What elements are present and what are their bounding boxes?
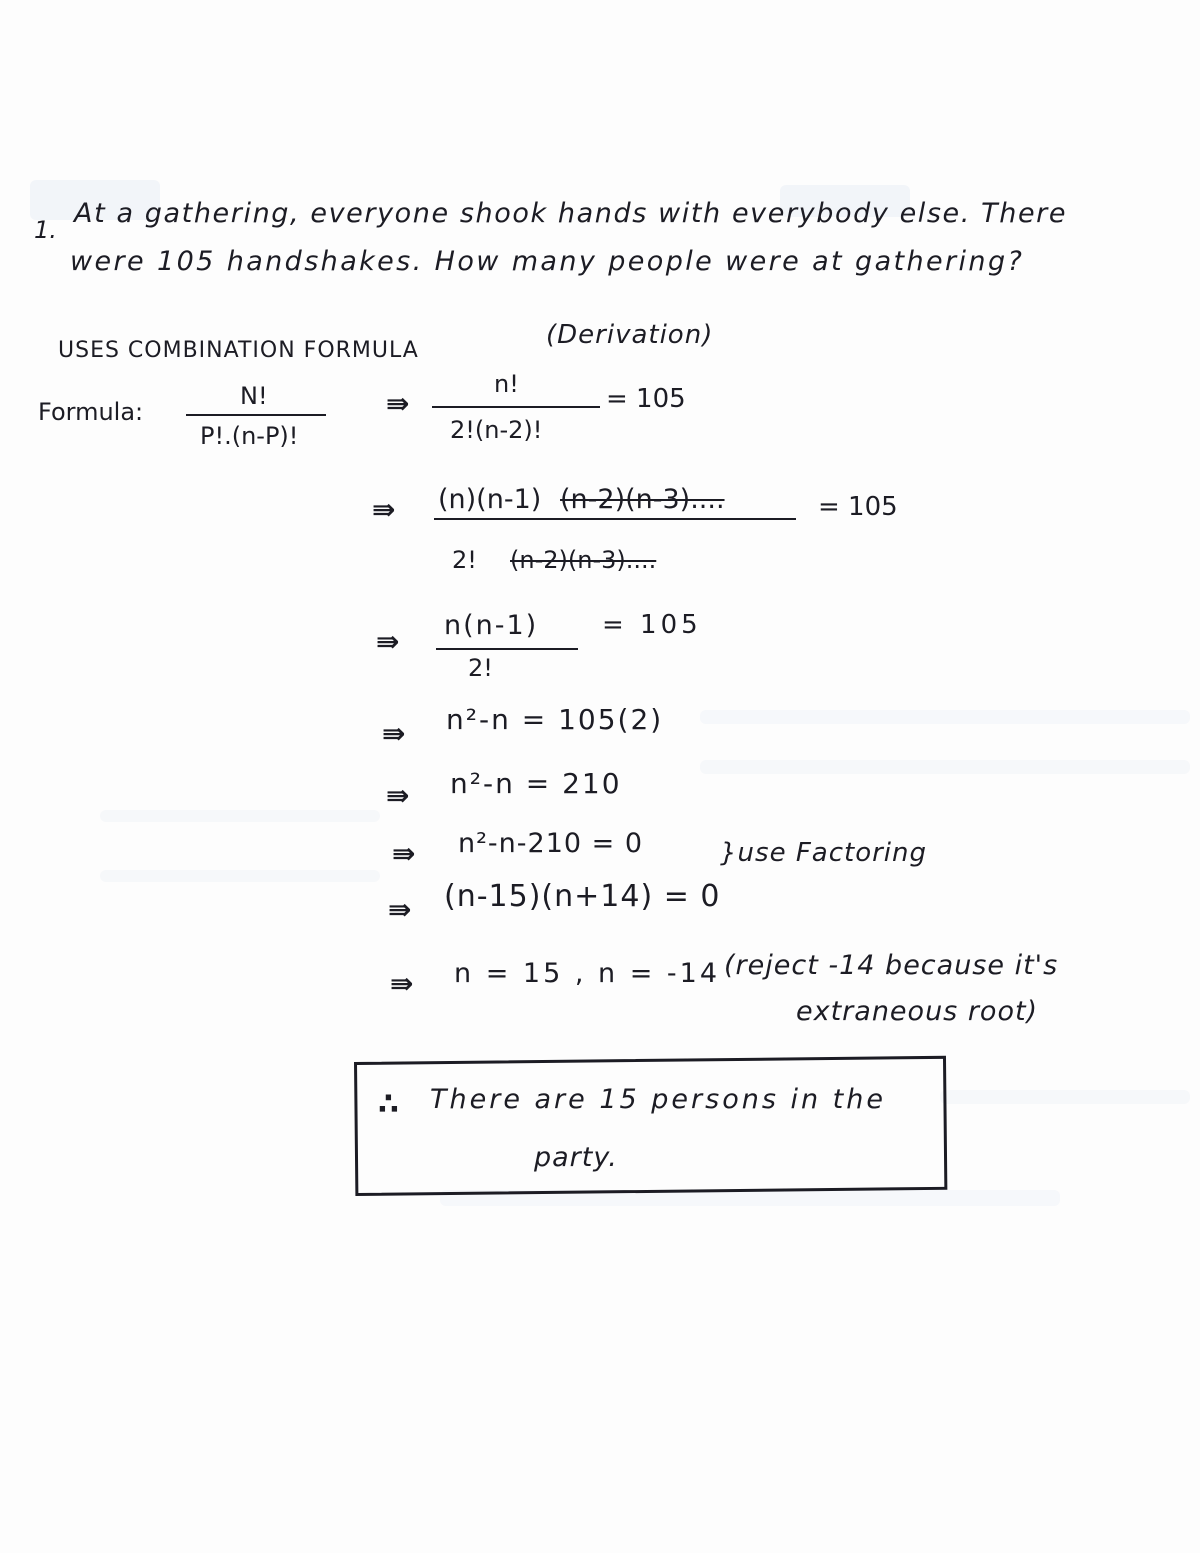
bleed-through-shade <box>100 810 380 822</box>
step-arrow-icon: ⇛ <box>392 837 416 870</box>
step1-rhs: = 105 <box>606 384 686 414</box>
problem-text-line-1: At a gathering, everyone shook hands with everybody else. There <box>74 198 1068 229</box>
problem-number: 1. <box>34 216 57 244</box>
step6-equation: n²-n-210 = 0 <box>458 828 644 859</box>
formula-numerator: N! <box>240 382 268 410</box>
bleed-through-shade <box>940 1090 1190 1104</box>
problem-text-line-2: were 105 handshakes. How many people were at gathering? <box>70 246 1025 277</box>
formula-label: Formula: <box>38 398 144 426</box>
answer-line-1: There are 15 persons in the <box>430 1084 886 1115</box>
step-arrow-icon: ⇛ <box>388 893 412 926</box>
therefore-icon: ∴ <box>378 1087 399 1122</box>
step4-equation: n²-n = 105(2) <box>446 703 664 736</box>
step2-denominator-cancelled: (n-2)(n-3).... <box>510 546 657 574</box>
step8-note-line-1: (reject -14 because it's <box>724 950 1059 981</box>
step1-fraction-bar <box>432 406 600 408</box>
step-arrow-icon: ⇛ <box>386 387 410 420</box>
step3-fraction-bar <box>436 648 578 650</box>
answer-line-2: party. <box>534 1142 618 1173</box>
bleed-through-shade <box>100 870 380 882</box>
method-heading: USES COMBINATION FORMULA <box>58 338 419 363</box>
step8-note-line-2: extraneous root) <box>796 996 1039 1027</box>
step3-denominator: 2! <box>468 654 493 682</box>
step2-denominator-kept: 2! <box>452 546 477 574</box>
formula-denominator: P!.(n-P)! <box>200 422 299 450</box>
formula-fraction-bar <box>186 414 326 416</box>
answer-box <box>354 1056 947 1196</box>
bleed-through-shade <box>700 710 1190 724</box>
step-arrow-icon: ⇛ <box>372 493 396 526</box>
step-arrow-icon: ⇛ <box>376 625 400 658</box>
step6-note: }use Factoring <box>720 838 928 868</box>
step8-equation: n = 15 , n = -14 <box>454 958 721 989</box>
bleed-through-shade <box>700 760 1190 774</box>
step2-fraction-bar <box>434 518 796 520</box>
step2-numerator-cancelled: (n-2)(n-3).... <box>560 484 725 515</box>
step-arrow-icon: ⇛ <box>386 779 410 812</box>
step1-numerator: n! <box>494 370 519 398</box>
step-arrow-icon: ⇛ <box>382 717 406 750</box>
step5-equation: n²-n = 210 <box>450 767 622 800</box>
method-note: (Derivation) <box>546 320 714 350</box>
step2-rhs: = 105 <box>818 492 898 522</box>
step1-denominator: 2!(n-2)! <box>450 416 543 444</box>
step-arrow-icon: ⇛ <box>390 967 414 1000</box>
step3-rhs: = 105 <box>602 610 702 640</box>
step7-equation: (n-15)(n+14) = 0 <box>444 879 721 914</box>
step2-numerator-kept: (n)(n-1) <box>438 484 542 515</box>
step3-numerator: n(n-1) <box>444 610 539 641</box>
